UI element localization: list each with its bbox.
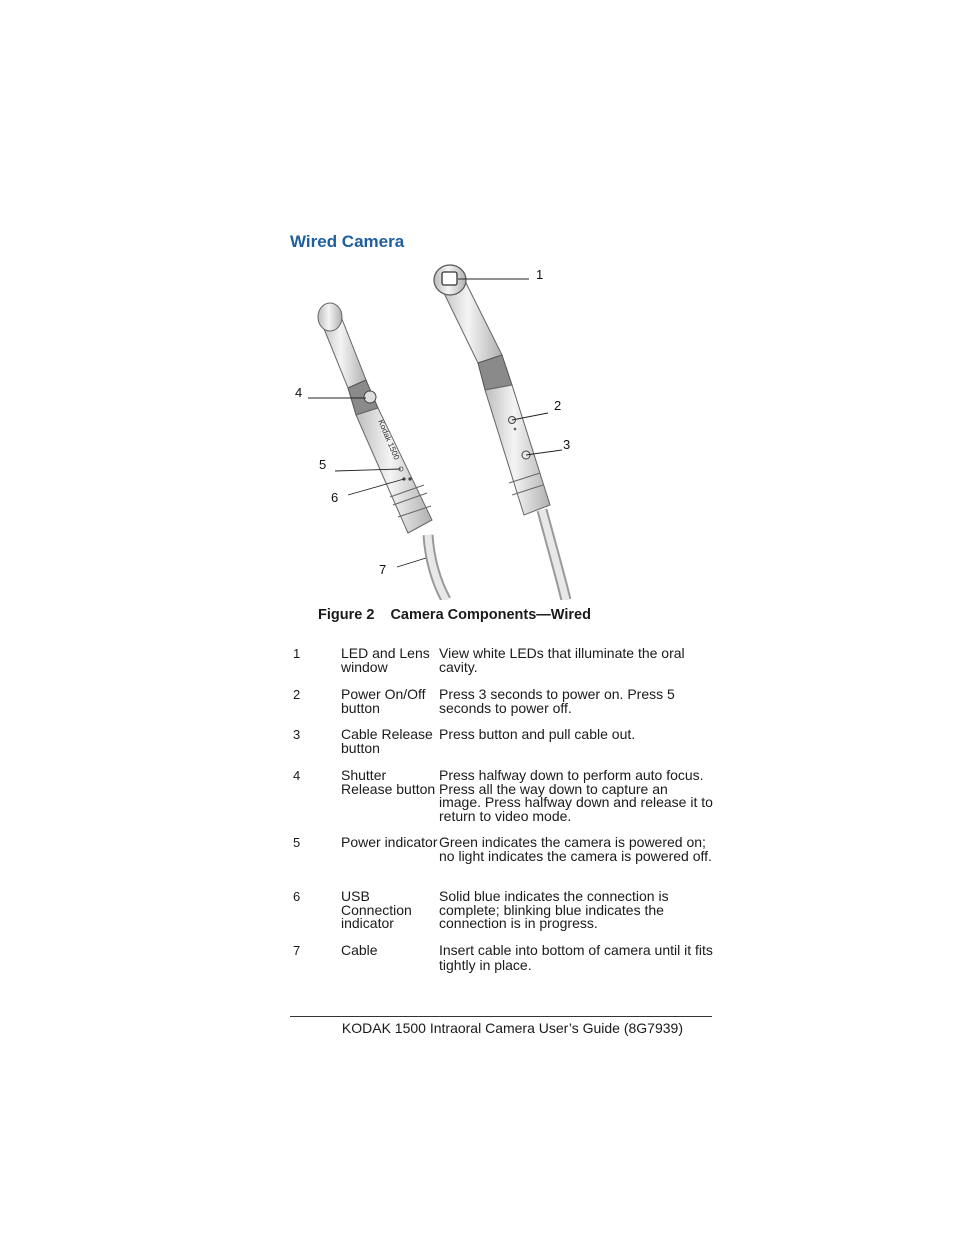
component-name: Power On/Off button (341, 686, 426, 716)
callout-2: 2 (554, 398, 562, 413)
table-row (293, 890, 713, 931)
callout-5: 5 (319, 457, 327, 472)
table-row (293, 647, 713, 674)
figure-number: Figure 2 (318, 607, 375, 623)
row-number: 7 (293, 943, 301, 958)
component-name: LED and Lens window (341, 645, 430, 675)
component-description: Solid blue indicates the connection is complete; blinking blue indicates the connection is in progress. (439, 888, 669, 931)
component-name: Cable (341, 942, 378, 958)
component-description: Press halfway down to perform auto focus. Press all the way down to capture an image. Press halfway down and release it to return to video mode. (439, 767, 713, 824)
callout-3: 3 (563, 437, 571, 452)
table-row (293, 943, 713, 973)
component-name: Power indicator (341, 834, 438, 850)
callout-6: 6 (331, 490, 339, 505)
page-footer: KODAK 1500 Intraoral Camera User’s Guide (8G7939) (341, 1020, 683, 1036)
right-camera-illustration (434, 265, 566, 600)
component-description: Press 3 seconds to power on. Press 5 seconds to power off. (439, 686, 675, 716)
footer-divider (290, 1016, 712, 1017)
component-name: Cable Release button (341, 726, 433, 756)
callout-7: 7 (379, 562, 387, 577)
callout-1: 1 (536, 267, 544, 282)
table-row (293, 836, 713, 863)
row-number: 5 (293, 835, 301, 850)
component-description: Insert cable into bottom of camera until it fits tightly in place. (439, 942, 713, 973)
camera-diagram (280, 255, 580, 600)
body-brand-label: Kodak 1500 (376, 418, 402, 462)
section-title: Wired Camera (290, 232, 405, 251)
component-description: Press button and pull cable out. (439, 726, 636, 742)
component-description: View white LEDs that illuminate the oral cavity. (439, 645, 685, 675)
table-row (293, 769, 713, 823)
component-name: Shutter Release button (341, 767, 436, 797)
table-row (293, 688, 713, 715)
row-number: 3 (293, 727, 301, 742)
row-number: 1 (293, 646, 301, 661)
left-camera-illustration (318, 303, 446, 600)
component-name: USB Connection indicator (341, 888, 412, 931)
table-row (293, 728, 713, 755)
callout-4: 4 (295, 385, 303, 400)
row-number: 6 (293, 889, 301, 904)
component-description: Green indicates the camera is powered on; no light indicates the camera is powered off. (439, 834, 712, 864)
figure-title: Camera Components—Wired (390, 607, 591, 623)
callout-line-7 (397, 558, 426, 567)
figure-caption (318, 607, 591, 623)
row-number: 4 (293, 768, 301, 783)
row-number: 2 (293, 687, 301, 702)
